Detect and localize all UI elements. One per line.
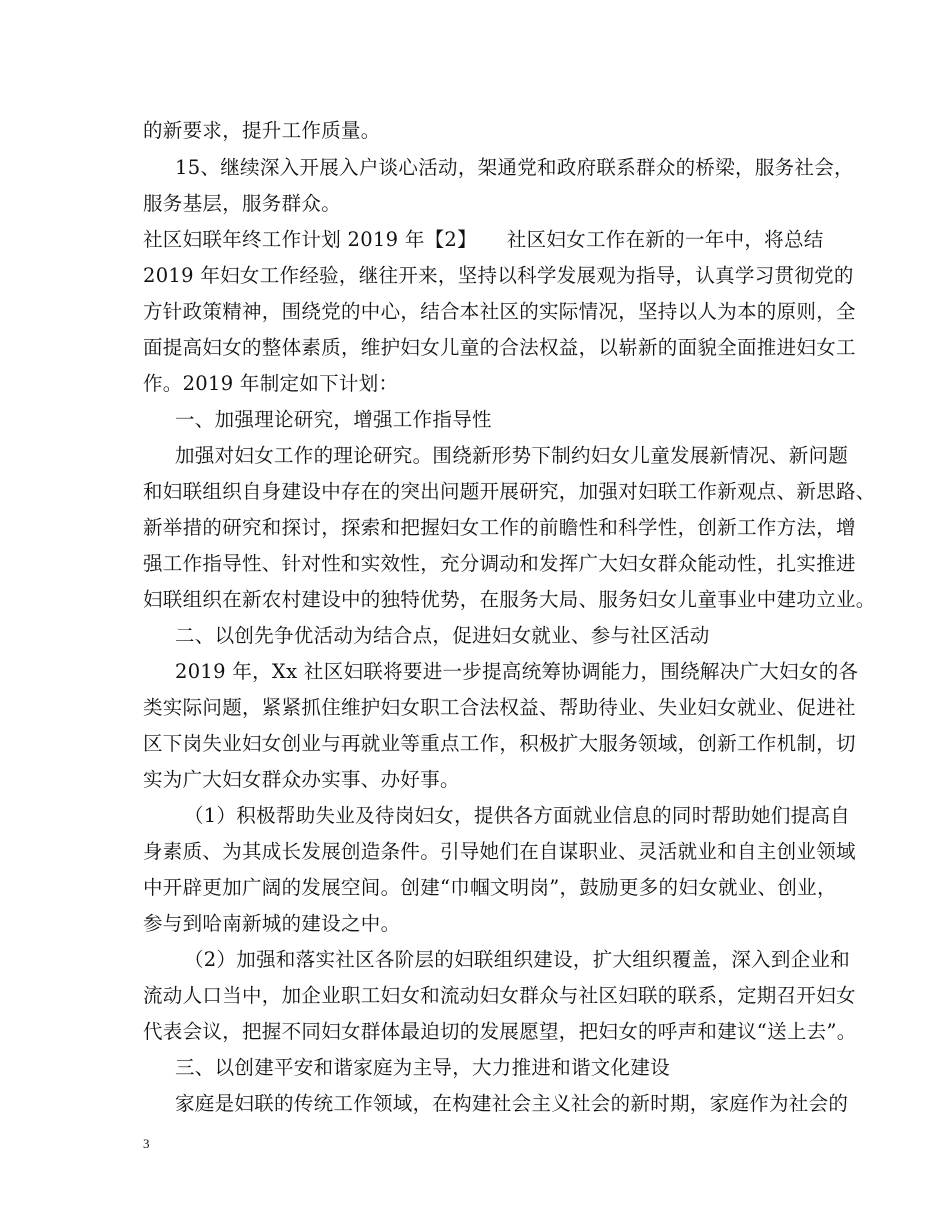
text-line: 代表会议，把握不同妇女群体最迫切的发展愿望，把妇女的呼声和建议“送上去”。	[143, 1020, 857, 1043]
section-heading: 二、以创先争优活动为结合点，促进妇女就业、参与社区活动	[175, 624, 710, 647]
text-line: 面提高妇女的整体素质，维护妇女儿童的合法权益，以崭新的面貌全面推进妇女工	[143, 336, 856, 359]
text-line: 家庭是妇联的传统工作领域，在构建社会主义社会的新时期，家庭作为社会的	[175, 1092, 849, 1115]
text-line: 2019 年，Xx 社区妇联将要进一步提高统筹协调能力，围绕解决广大妇女的各	[175, 660, 859, 683]
page-number: 3	[143, 1136, 150, 1151]
text-line: 新举措的研究和探讨，探索和把握妇女工作的前瞻性和科学性，创新工作方法，增	[143, 516, 856, 539]
text-line: 实为广大妇女群众办实事、办好事。	[143, 768, 460, 791]
section-heading-line: 社区妇联年终工作计划 2019 年【2】 社区妇女工作在新的一年中，将总结	[143, 228, 824, 251]
text-line: 参与到哈南新城的建设之中。	[143, 912, 401, 935]
text-line: 流动人口当中，加企业职工妇女和流动妇女群众与社区妇联的联系，定期召开妇女	[143, 984, 856, 1007]
text-line: 区下岗失业妇女创业与再就业等重点工作，积极扩大服务领域，创新工作机制，切	[143, 732, 856, 755]
text-line: 妇联组织在新农村建设中的独特优势，在服务大局、服务妇女儿童事业中建功立业。	[143, 588, 876, 611]
text-line: 类实际问题，紧紧抓住维护妇女职工合法权益、帮助待业、失业妇女就业、促进社	[143, 696, 856, 719]
section-heading: 一、加强理论研究，增强工作指导性	[175, 408, 492, 431]
text-line: 15、继续深入开展入户谈心活动，架通党和政府联系群众的桥梁，服务社会，	[175, 156, 854, 179]
text-line: 2019 年妇女工作经验，继往开来，坚持以科学发展观为指导，认真学习贯彻党的	[143, 264, 854, 287]
section-heading: 三、以创建平安和谐家庭为主导，大力推进和谐文化建设	[175, 1056, 671, 1079]
text-line: 中开辟更加广阔的发展空间。创建“巾帼文明岗”，鼓励更多的妇女就业、创业，	[143, 876, 837, 899]
text-line: 作。2019 年制定如下计划：	[143, 372, 399, 395]
text-line: 强工作指导性、针对性和实效性，充分调动和发挥广大妇女群众能动性，扎实推进	[143, 552, 856, 575]
text-line: 方针政策精神，围绕党的中心，结合本社区的实际情况，坚持以人为本的原则，全	[143, 300, 856, 323]
text-line: 和妇联组织自身建设中存在的突出问题开展研究，加强对妇联工作新观点、新思路、	[143, 480, 876, 503]
text-line: 的新要求，提升工作质量。	[143, 119, 381, 142]
list-item-line: （2）加强和落实社区各阶层的妇联组织建设，扩大组织覆盖，深入到企业和	[184, 948, 851, 971]
text-line: 服务基层，服务群众。	[143, 192, 342, 215]
text-line: 身素质、为其成长发展创造条件。引导她们在自谋职业、灵活就业和自主创业领域	[143, 840, 856, 863]
list-item-line: （1）积极帮助失业及待岗妇女，提供各方面就业信息的同时帮助她们提高自	[184, 804, 851, 827]
text-line: 加强对妇女工作的理论研究。围绕新形势下制约妇女儿童发展新情况、新问题	[175, 444, 849, 467]
